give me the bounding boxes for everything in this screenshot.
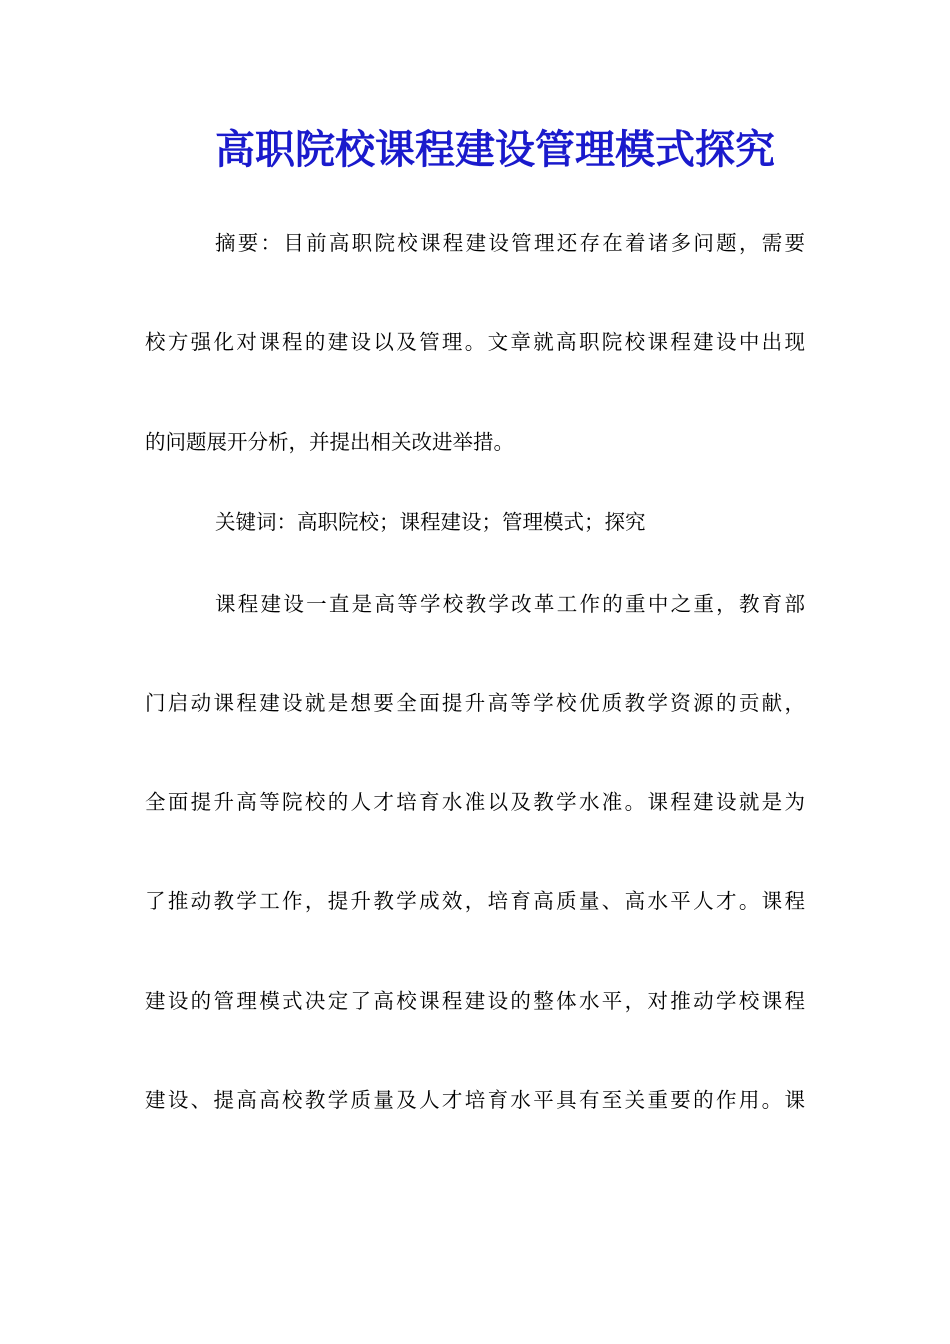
abstract-line: 校方强化对课程的建设以及管理。文章就高职院校课程建设中出现 bbox=[145, 330, 805, 354]
body-line: 建设、提高高校教学质量及人才培育水平具有至关重要的作用。课 bbox=[145, 1088, 805, 1112]
document-title: 高职院校课程建设管理模式探究 bbox=[215, 126, 775, 173]
body-line: 全面提升高等院校的人才培育水准以及教学水准。课程建设就是为 bbox=[145, 790, 805, 814]
body-line: 门启动课程建设就是想要全面提升高等学校优质教学资源的贡献， bbox=[145, 691, 805, 715]
abstract-line: 的问题展开分析，并提出相关改进举措。 bbox=[145, 430, 514, 454]
abstract-line: 摘要：目前高职院校课程建设管理还存在着诸多问题，需要 bbox=[215, 231, 805, 255]
keywords-line: 关键词：高职院校；课程建设；管理模式；探究 bbox=[215, 510, 646, 534]
body-line: 了推动教学工作，提升教学成效，培育高质量、高水平人才。课程 bbox=[145, 889, 805, 913]
body-line: 课程建设一直是高等学校教学改革工作的重中之重，教育部 bbox=[215, 592, 805, 616]
body-line: 建设的管理模式决定了高校课程建设的整体水平，对推动学校课程 bbox=[145, 989, 805, 1013]
